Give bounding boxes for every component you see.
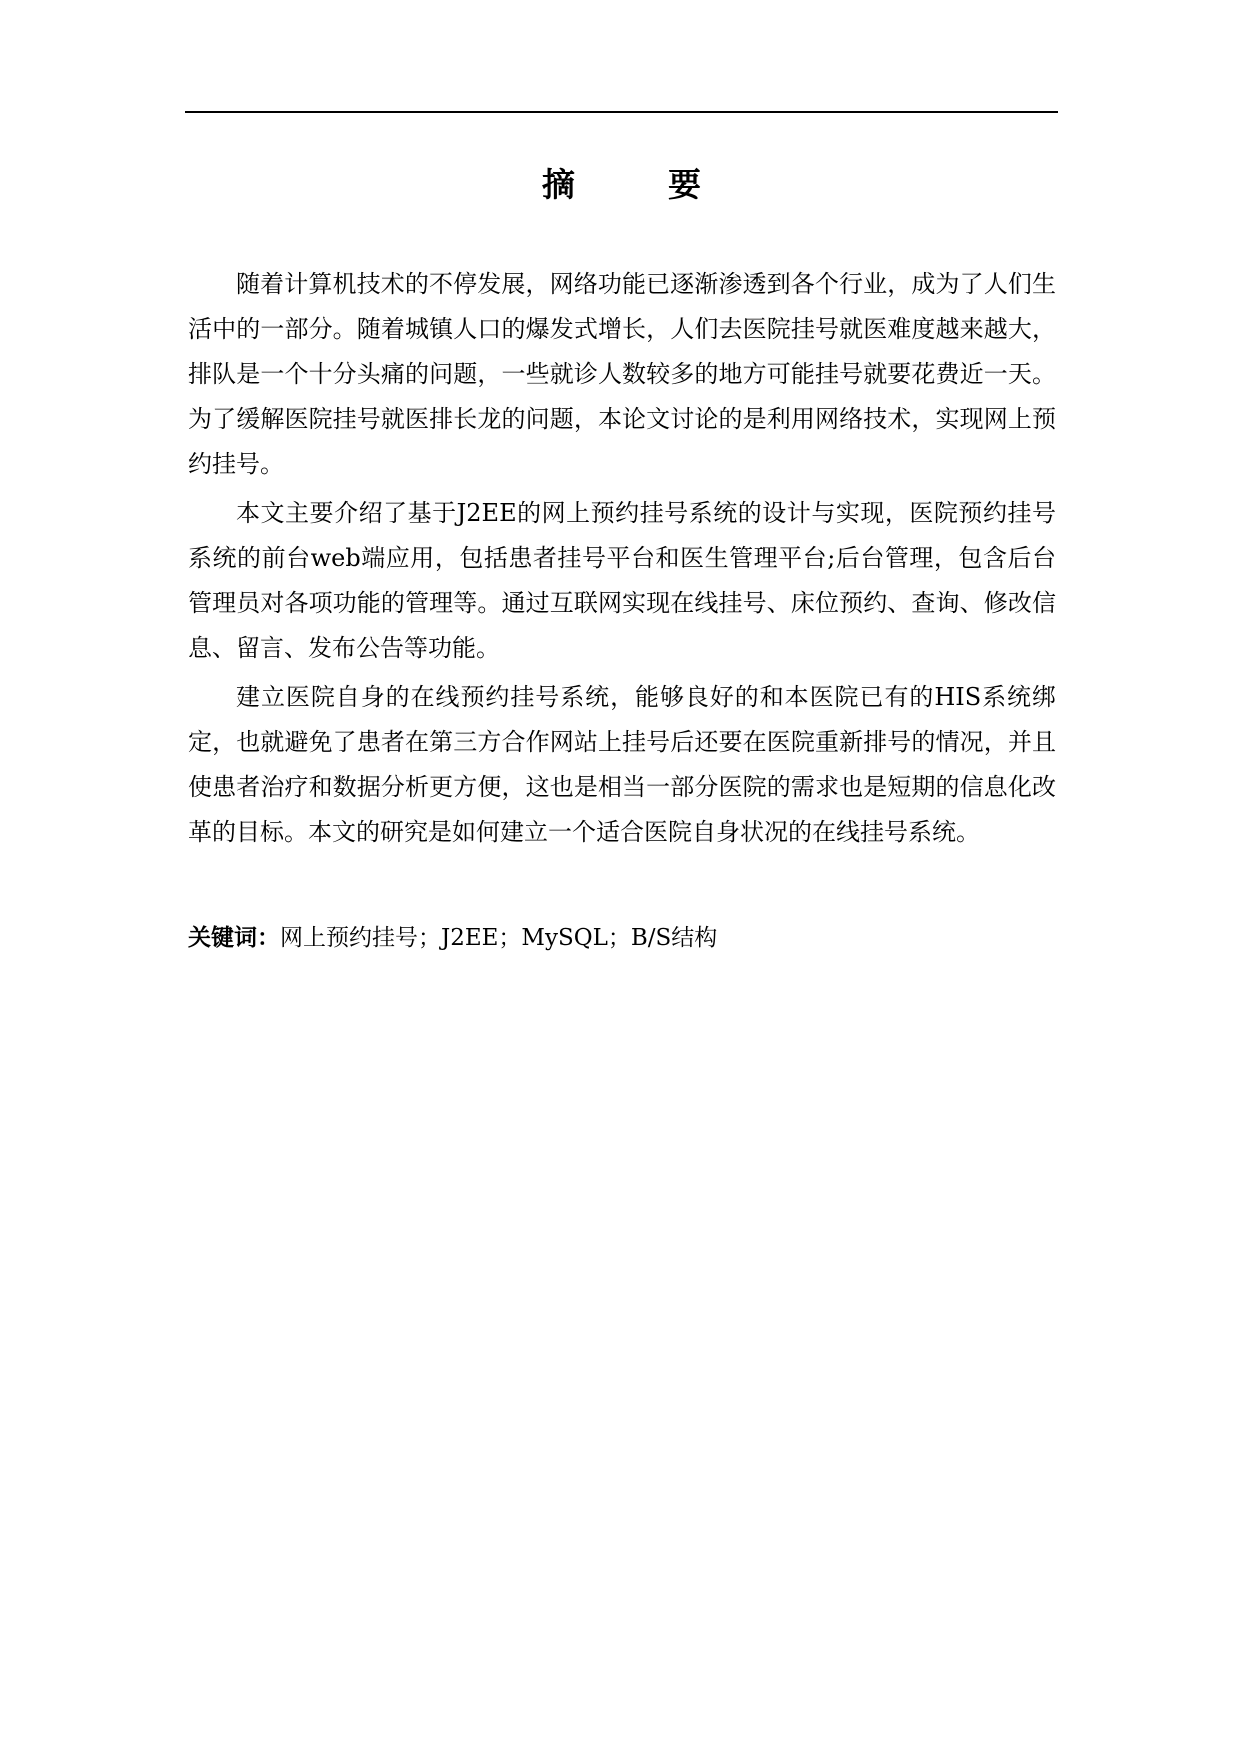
- abstract-paragraph-3: 建立医院自身的在线预约挂号系统，能够良好的和本医院已有的HIS系统绑定，也就避免了患者在第三方合作网站上挂号后还要在医院重新排号的情况，并且使患者治疗和数据分析更方便，这也是相当一部分医院的需求也是短期的信息化改革的目标。本文的研究是如何建立一个适合医院自身状况的在线挂号系统。: [188, 683, 1056, 846]
- keywords-text: 网上预约挂号；J2EE；MySQL；B/S结构: [280, 925, 718, 951]
- abstract-paragraph-1: 随着计算机技术的不停发展，网络功能已逐渐渗透到各个行业，成为了人们生活中的一部分。随着城镇人口的爆发式增长，人们去医院挂号就医难度越来越大，排队是一个十分头痛的问题，一些就诊人数较多的地方可能挂号就要花费近一天。为了缓解医院挂号就医排长龙的问题，本论文讨论的是利用网络技术，实现网上预约挂号。: [188, 270, 1056, 478]
- abstract-paragraph-2: 本文主要介绍了基于J2EE的网上预约挂号系统的设计与实现，医院预约挂号系统的前台web端应用，包括患者挂号平台和医生管理平台;后台管理，包含后台管理员对各项功能的管理等。通过互联网实现在线挂号、床位预约、查询、修改信息、留言、发布公告等功能。: [188, 499, 1056, 662]
- abstract-body: [188, 262, 1056, 859]
- keywords-label: 关键词：: [188, 925, 280, 951]
- abstract-title: 摘 要: [542, 165, 731, 204]
- keywords-line: [188, 918, 1056, 958]
- header-rule: [185, 111, 1058, 113]
